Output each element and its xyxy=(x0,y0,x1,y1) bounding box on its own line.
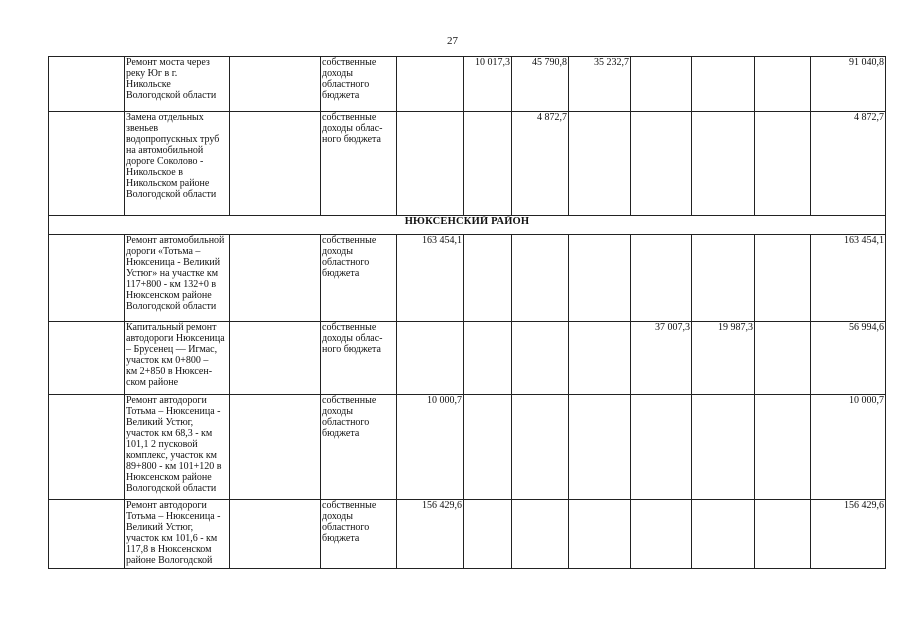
amount-cell: 10 017,3 xyxy=(464,57,512,112)
amount-cell: 4 872,7 xyxy=(512,112,569,216)
blank-cell xyxy=(49,322,125,395)
amount-cell xyxy=(569,322,631,395)
amount-cell xyxy=(512,322,569,395)
funding-source-cell: собственные доходы областного бюджета xyxy=(321,500,397,569)
funding-source-cell: собственные доходы областного бюджета xyxy=(321,57,397,112)
blank-cell xyxy=(230,235,321,322)
amount-cell xyxy=(692,395,755,500)
amount-cell xyxy=(569,112,631,216)
amount-cell xyxy=(512,500,569,569)
amount-cell xyxy=(464,112,512,216)
amount-cell xyxy=(397,57,464,112)
total-value-cell: 163 454,1 xyxy=(811,235,886,322)
amount-cell xyxy=(397,322,464,395)
funding-source-cell: собственные доходы облас- ного бюджета xyxy=(321,112,397,216)
blank-cell xyxy=(49,395,125,500)
blank-cell xyxy=(230,322,321,395)
amount-cell xyxy=(631,500,692,569)
amount-cell xyxy=(631,112,692,216)
blank-cell xyxy=(230,395,321,500)
funding-source-cell: собственные доходы облас- ного бюджета xyxy=(321,322,397,395)
blank-cell xyxy=(230,112,321,216)
amount-cell xyxy=(464,235,512,322)
amount-cell xyxy=(464,322,512,395)
measure-name-cell: Ремонт автодороги Тотьма – Нюксеница - Великий Устюг, участок км 101,6 - км 117,8 в Нюксенском районе Вологодской xyxy=(125,500,230,569)
amount-cell xyxy=(755,500,811,569)
amount-cell xyxy=(692,57,755,112)
amount-cell xyxy=(512,395,569,500)
amount-cell xyxy=(755,322,811,395)
page-number: 27 xyxy=(447,35,458,47)
funding-source-cell: собственные доходы областного бюджета xyxy=(321,395,397,500)
amount-cell: 156 429,6 xyxy=(397,500,464,569)
budget-table xyxy=(48,56,886,569)
measure-name-cell: Ремонт автодороги Тотьма – Нюксеница - Великий Устюг, участок км 68,3 - км 101,1 2 пусковой комплекс, участок км 89+800 - км 101+120 в Нюксенском районе Вологодской области xyxy=(125,395,230,500)
amount-cell: 10 000,7 xyxy=(397,395,464,500)
region-header-row xyxy=(49,216,886,235)
blank-cell xyxy=(49,500,125,569)
amount-cell: 163 454,1 xyxy=(397,235,464,322)
amount-cell xyxy=(692,500,755,569)
amount-cell xyxy=(631,395,692,500)
table-row xyxy=(49,57,886,112)
table-row xyxy=(49,235,886,322)
blank-cell xyxy=(49,57,125,112)
amount-cell xyxy=(755,395,811,500)
blank-cell xyxy=(230,57,321,112)
table-row xyxy=(49,395,886,500)
amount-cell xyxy=(631,57,692,112)
amount-cell xyxy=(397,112,464,216)
amount-cell xyxy=(692,235,755,322)
blank-cell xyxy=(49,235,125,322)
amount-cell xyxy=(755,112,811,216)
amount-cell: 19 987,3 xyxy=(692,322,755,395)
amount-cell xyxy=(512,235,569,322)
table-row xyxy=(49,500,886,569)
amount-cell xyxy=(755,235,811,322)
amount-cell xyxy=(631,235,692,322)
measure-name-cell: Замена отдельных звеньев водопропускных труб на автомобильной дороге Соколово - Никольское в Никольском районе Вологодской области xyxy=(125,112,230,216)
total-value-cell: 91 040,8 xyxy=(811,57,886,112)
amount-cell xyxy=(755,57,811,112)
blank-cell xyxy=(49,112,125,216)
amount-cell xyxy=(569,500,631,569)
measure-name-cell: Ремонт автомобильной дороги «Тотьма – Нюксеница - Великий Устюг» на участке км 117+800 - км 132+0 в Нюксенском районе Вологодской области xyxy=(125,235,230,322)
amount-cell xyxy=(569,395,631,500)
amount-cell: 45 790,8 xyxy=(512,57,569,112)
funding-source-cell: собственные доходы областного бюджета xyxy=(321,235,397,322)
total-value-cell: 4 872,7 xyxy=(811,112,886,216)
amount-cell: 35 232,7 xyxy=(569,57,631,112)
region-title: НЮКСЕНСКИЙ РАЙОН xyxy=(49,216,886,235)
total-value-cell: 156 429,6 xyxy=(811,500,886,569)
amount-cell xyxy=(692,112,755,216)
table-row xyxy=(49,112,886,216)
amount-cell xyxy=(464,395,512,500)
total-value-cell: 56 994,6 xyxy=(811,322,886,395)
amount-cell: 37 007,3 xyxy=(631,322,692,395)
amount-cell xyxy=(569,235,631,322)
blank-cell xyxy=(230,500,321,569)
measure-name-cell: Ремонт моста через реку Юг в г. Никольске Вологодской области xyxy=(125,57,230,112)
amount-cell xyxy=(464,500,512,569)
table-row xyxy=(49,322,886,395)
total-value-cell: 10 000,7 xyxy=(811,395,886,500)
measure-name-cell: Капитальный ремонт автодороги Нюксеница – Брусенец — Игмас, участок км 0+800 – км 2+850 в Нюксен- ском районе xyxy=(125,322,230,395)
